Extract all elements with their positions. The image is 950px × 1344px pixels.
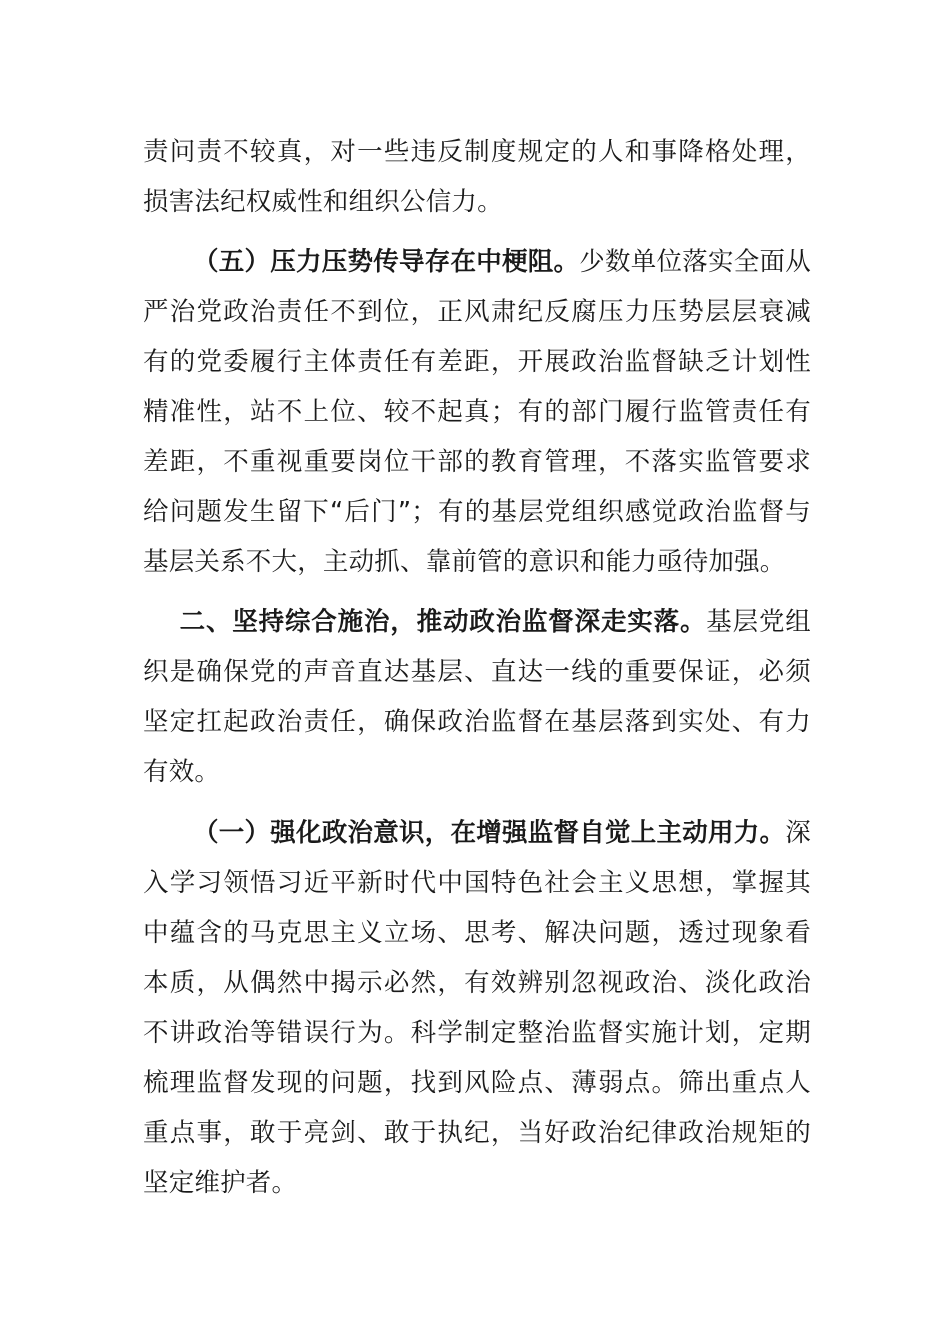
paragraph-body: 责问责不较真，对一些违反制度规定的人和事降格处理，损害法纪权威性和组织公信力。 (143, 137, 811, 217)
paragraph-section-five (143, 237, 811, 587)
paragraph-section-one (143, 808, 811, 1208)
paragraph-body: 基层党组织是确保党的声音直达基层、直达一线的重要保证，必须坚定扛起政治责任，确保政治监督在基层落到实处、有力有效。 (143, 607, 811, 787)
paragraph-continuation (143, 127, 811, 227)
part-heading: 二、坚持综合施治，推动政治监督深走实落。 (179, 607, 707, 637)
paragraph-part-two (143, 597, 811, 797)
section-heading: （一）强化政治意识，在增强监督自觉上主动用力。 (193, 818, 786, 848)
section-heading: （五）压力压势传导存在中梗阻。 (193, 247, 580, 277)
paragraph-body: 少数单位落实全面从严治党政治责任不到位，正风肃纪反腐压力压势层层衰减有的党委履行主体责任有差距，开展政治监督缺乏计划性精准性，站不上位、较不起真；有的部门履行监管责任有差距，不重视重要岗位干部的教育管理，不落实监管要求给问题发生留下“后门”；有的基层党组织感觉政治监督与基层关系不大，主动抓、靠前管的意识和能力亟待加强。 (143, 247, 811, 577)
paragraph-body: 深入学习领悟习近平新时代中国特色社会主义思想，掌握其中蕴含的马克思主义立场、思考、解决问题，透过现象看本质，从偶然中揭示必然，有效辨别忽视政治、淡化政治不讲政治等错误行为。科学制定整治监督实施计划，定期梳理监督发现的问题，找到风险点、薄弱点。筛出重点人重点事，敢于亮剑、敢于执纪，当好政治纪律政治规矩的坚定维护者。 (143, 818, 811, 1198)
